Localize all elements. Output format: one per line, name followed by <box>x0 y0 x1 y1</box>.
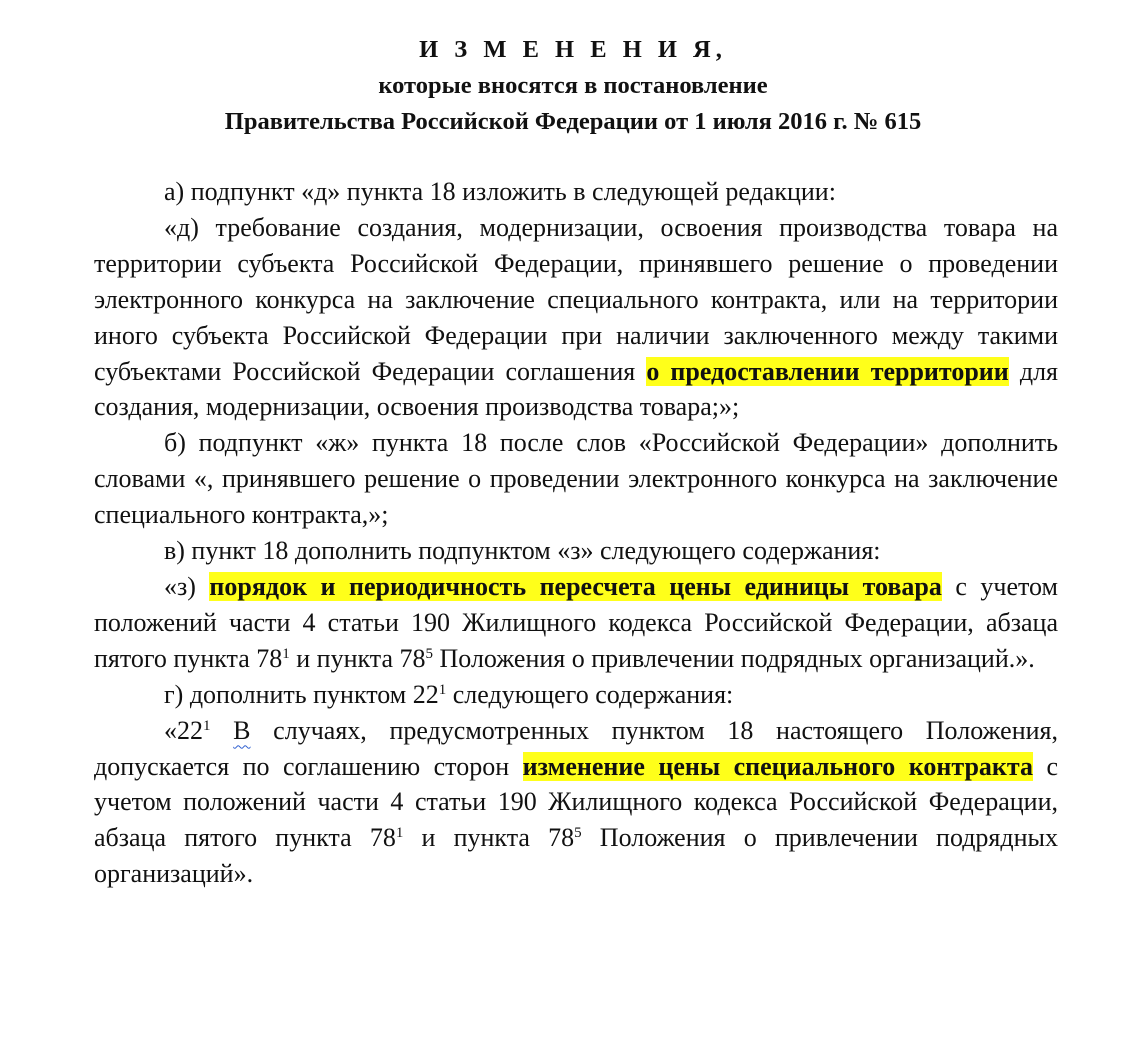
superscript-1: 1 <box>395 825 404 842</box>
superscript-5: 5 <box>425 645 434 662</box>
item-v-quote-mid2: и пункта 78 <box>289 643 426 673</box>
item-g-intro <box>94 677 1058 713</box>
document-title <box>88 0 1058 140</box>
item-g-quote-prefix: «22 <box>164 715 203 745</box>
document-body <box>94 174 1058 892</box>
item-g-quote-mid1: с учетом положений части 4 статьи 190 Жилищного кодекса Российской Федерации, абзаца пятого пункта 78 <box>94 751 1058 853</box>
item-g-intro-text: г) дополнить пунктом 22 <box>164 679 439 709</box>
item-v-intro: в) пункт 18 дополнить подпунктом «з» следующего содержания: <box>164 536 881 566</box>
title-line-2: которые вносятся в постановление <box>378 72 768 99</box>
superscript-1: 1 <box>203 717 211 734</box>
item-v-quote-end: Положения о привлечении подрядных организаций.». <box>433 643 1035 673</box>
title-line-3: Правительства Российской Федерации от 1 июля 2016 г. № 615 <box>224 108 922 135</box>
highlight-contract-price: изменение цены специального контракта <box>522 751 1033 781</box>
item-g-quote-mid2: и пункта 78 <box>403 823 575 853</box>
item-g-quote-end: Положения о привлечении подрядных организаций». <box>94 823 1058 889</box>
superscript-1: 1 <box>282 645 290 662</box>
item-a-quote-text: «д) требование создания, модернизации, освоения производства товара на территории субъекта Российской Федерации, принявшего решение о проведении электронного конкурса на заключение специального контракта, или на территории иного субъекта Российской Федерации при наличии заключенного между такими субъектами Российской Федерации соглашения <box>94 212 1058 386</box>
item-g-quote <box>94 713 1058 893</box>
item-g-intro-tail: следующего содержания: <box>446 679 734 709</box>
item-g-quote-text: случаях, предусмотренных пунктом 18 настоящего Положения, допускается по соглашению сторон <box>94 715 1058 781</box>
item-g-space <box>211 716 234 745</box>
item-v-quote-prefix: «з) <box>164 571 210 601</box>
item-v-quote <box>94 569 1058 677</box>
highlight-price-recalc: порядок и периодичность пересчета цены единицы товара <box>209 571 942 601</box>
spellcheck-underlined-word[interactable]: В <box>233 715 251 745</box>
superscript-1: 1 <box>438 681 447 698</box>
superscript-5: 5 <box>574 825 582 842</box>
item-a-quote <box>94 210 1058 425</box>
item-v-quote-mid1: с учетом положений части 4 статьи 190 Жилищного кодекса Российской Федерации, абзаца пятого пункта 78 <box>94 571 1058 673</box>
item-b: б) подпункт «ж» пункта 18 после слов «Российской Федерации» дополнить словами «, принявшего решение о проведении электронного конкурса на заключение специального контракта,»; <box>94 428 1058 530</box>
highlight-territory: о предоставлении территории <box>646 356 1009 386</box>
item-a-intro: а) подпункт «д» пункта 18 изложить в следующей редакции: <box>164 177 836 206</box>
title-line-1: И З М Е Н Е Н И Я, <box>419 36 727 63</box>
item-a-quote-tail: для создания, модернизации, освоения производства товара;»; <box>94 356 1058 422</box>
